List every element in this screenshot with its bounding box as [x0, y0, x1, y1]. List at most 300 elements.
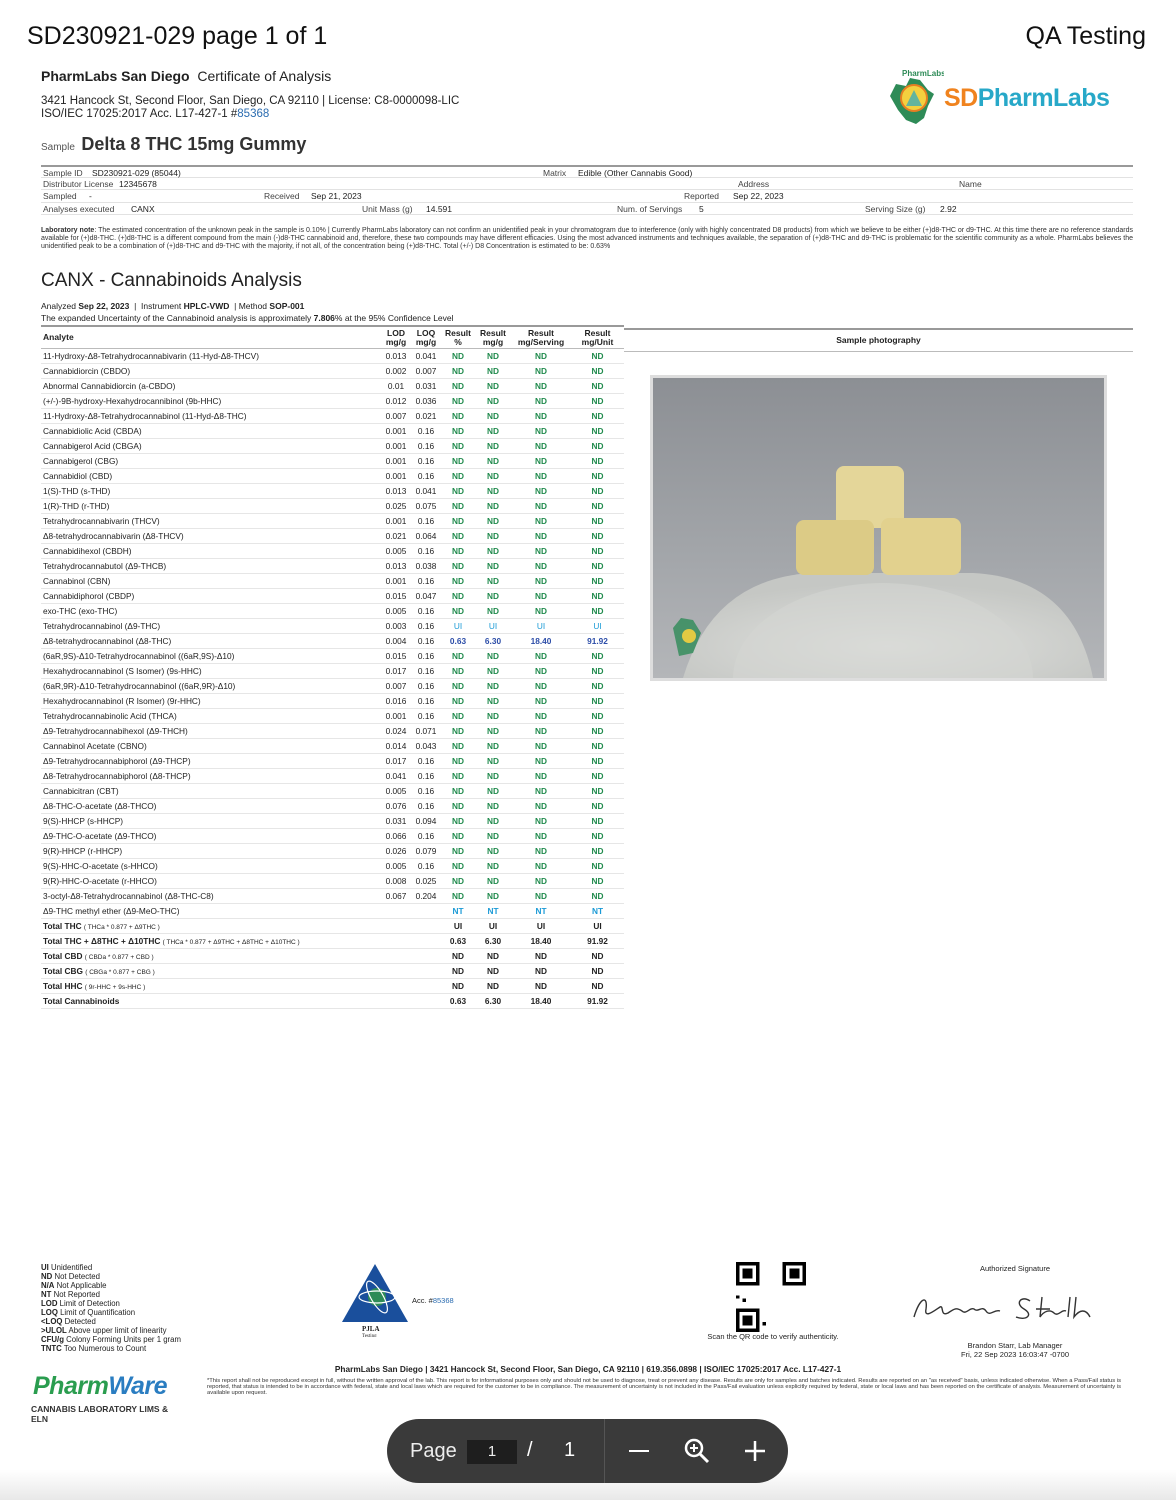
result-serving: ND	[511, 664, 571, 679]
result-mgg: ND	[475, 379, 511, 394]
loq-value: 0.041	[411, 349, 441, 364]
analyte-name: 1(S)-THD (s-THD)	[41, 484, 381, 499]
result-serving: ND	[511, 709, 571, 724]
total-serving: 18.40	[511, 934, 571, 949]
result-unit: ND	[571, 844, 624, 859]
abbreviation-legend	[41, 1263, 181, 1353]
loq-value: 0.064	[411, 529, 441, 544]
result-unit: ND	[571, 439, 624, 454]
result-mgg: ND	[475, 814, 511, 829]
lod-value: 0.005	[381, 784, 411, 799]
loq-value: 0.16	[411, 544, 441, 559]
svg-text:PJLA: PJLA	[362, 1325, 380, 1333]
analyte-name: Δ8-tetrahydrocannabivarin (Δ8-THCV)	[41, 529, 381, 544]
result-pct: ND	[441, 829, 475, 844]
empty-cell	[411, 949, 441, 964]
result-mgg: ND	[475, 739, 511, 754]
iso-link[interactable]: 85368	[237, 108, 270, 120]
unit-mass: 14.591	[426, 203, 452, 214]
loq-value: 0.16	[411, 754, 441, 769]
lod-value: 0.041	[381, 769, 411, 784]
result-unit: ND	[571, 589, 624, 604]
result-serving: ND	[511, 574, 571, 589]
photo-header: Sample photography	[624, 328, 1133, 352]
total-pct: UI	[441, 919, 475, 934]
lab-address	[41, 95, 459, 121]
total-label: Total THC ( THCa * 0.877 + Δ9THC )	[41, 919, 381, 934]
reported-date: Sep 22, 2023	[733, 191, 784, 201]
lod-value: 0.016	[381, 694, 411, 709]
total-pct: 0.63	[441, 994, 475, 1009]
pjla-acc: Acc. #85368	[412, 1296, 454, 1305]
total-mgg: ND	[475, 949, 511, 964]
zoom-fit-button[interactable]	[681, 1435, 713, 1467]
loq-value: 0.16	[411, 439, 441, 454]
analyte-name: exo-THC (exo-THC)	[41, 604, 381, 619]
analyte-name: 11-Hydroxy-Δ8-Tetrahydrocannabivarin (11-Hyd-Δ8-THCV)	[41, 349, 381, 364]
result-mgg: ND	[475, 799, 511, 814]
result-serving: ND	[511, 349, 571, 364]
result-mgg: ND	[475, 859, 511, 874]
table-row	[41, 784, 624, 799]
result-unit: ND	[571, 784, 624, 799]
table-row	[41, 679, 624, 694]
pjla-accreditation	[340, 1262, 480, 1342]
result-mgg: ND	[475, 724, 511, 739]
info-row: Distributor License 12345678 Address Name	[41, 178, 1133, 191]
result-mgg: ND	[475, 529, 511, 544]
result-pct: UI	[441, 619, 475, 634]
lod-value: 0.024	[381, 724, 411, 739]
authorized-signature-label: Authorized Signature	[979, 1264, 1051, 1273]
result-unit: ND	[571, 829, 624, 844]
result-unit: ND	[571, 424, 624, 439]
pharmware-tagline: CANNABIS LABORATORY LIMS & ELN	[31, 1404, 169, 1424]
table-row	[41, 844, 624, 859]
logo-wordmark: SDPharmLabs	[944, 84, 1110, 112]
table-row	[41, 499, 624, 514]
result-pct: ND	[441, 529, 475, 544]
result-pct: ND	[441, 409, 475, 424]
table-row	[41, 514, 624, 529]
total-unit: 91.92	[571, 994, 624, 1009]
lod-value: 0.017	[381, 664, 411, 679]
result-pct: ND	[441, 589, 475, 604]
result-serving: ND	[511, 469, 571, 484]
analysis-title: CANX - Cannabinoids Analysis	[41, 270, 302, 291]
table-row	[41, 379, 624, 394]
loq-value: 0.16	[411, 514, 441, 529]
pharmware-logo	[31, 1372, 183, 1422]
info-row: Sampled - Received Sep 21, 2023 Reported Sep 22, 2023	[41, 190, 1133, 203]
result-mgg: NT	[475, 904, 511, 919]
result-pct: ND	[441, 889, 475, 904]
analyte-name: 3-octyl-Δ8-Tetrahydrocannabinol (Δ8-THC-C8)	[41, 889, 381, 904]
result-unit: ND	[571, 754, 624, 769]
col-result-mgg: Result mg/g	[475, 326, 511, 349]
result-unit: ND	[571, 859, 624, 874]
loq-value: 0.047	[411, 589, 441, 604]
doc-type: Certificate of Analysis	[197, 68, 332, 84]
result-pct: ND	[441, 769, 475, 784]
info-row: Sample ID SD230921-029 (85044) Matrix Edible (Other Cannabis Good)	[41, 165, 1133, 178]
result-pct: NT	[441, 904, 475, 919]
result-unit: ND	[571, 529, 624, 544]
result-serving: ND	[511, 499, 571, 514]
result-serving: ND	[511, 604, 571, 619]
loq-value: 0.094	[411, 814, 441, 829]
result-serving: ND	[511, 529, 571, 544]
empty-cell	[381, 949, 411, 964]
total-pct: ND	[441, 964, 475, 979]
analyte-name: Δ8-tetrahydrocannabinol (Δ8-THC)	[41, 634, 381, 649]
result-pct: ND	[441, 349, 475, 364]
result-pct: ND	[441, 469, 475, 484]
result-serving: ND	[511, 439, 571, 454]
result-mgg: ND	[475, 409, 511, 424]
qr-caption: Scan the QR code to verify authenticity.	[707, 1332, 839, 1341]
empty-cell	[381, 979, 411, 994]
results-table-wrap	[41, 325, 624, 1009]
table-row	[41, 394, 624, 409]
result-serving: UI	[511, 619, 571, 634]
results-body	[41, 349, 624, 1009]
result-mgg: ND	[475, 709, 511, 724]
table-row	[41, 799, 624, 814]
result-serving: NT	[511, 904, 571, 919]
analyte-name: Δ9-Tetrahydrocannabihexol (Δ9-THCH)	[41, 724, 381, 739]
analyte-name: 9(S)-HHCP (s-HHCP)	[41, 814, 381, 829]
result-mgg: ND	[475, 589, 511, 604]
empty-cell	[381, 919, 411, 934]
table-row	[41, 619, 624, 634]
analyte-name: Δ9-THC methyl ether (Δ9-MeO-THC)	[41, 904, 381, 919]
lod-value: 0.007	[381, 409, 411, 424]
sample-photo	[650, 375, 1107, 681]
lod-value: 0.066	[381, 829, 411, 844]
result-pct: ND	[441, 874, 475, 889]
loq-value: 0.16	[411, 709, 441, 724]
zoom-in-magnifier-icon	[683, 1437, 711, 1465]
legend-item: TNTC Too Numerous to Count	[41, 1344, 147, 1353]
result-mgg: ND	[475, 484, 511, 499]
loq-value: 0.071	[411, 724, 441, 739]
table-row	[41, 739, 624, 754]
loq-value: 0.031	[411, 379, 441, 394]
result-unit: ND	[571, 604, 624, 619]
result-pct: ND	[441, 454, 475, 469]
analyte-name: Cannabigerol (CBG)	[41, 454, 381, 469]
total-serving: ND	[511, 949, 571, 964]
analyte-name: (6aR,9S)-Δ10-Tetrahydrocannabinol ((6aR,9S)-Δ10)	[41, 649, 381, 664]
table-row	[41, 859, 624, 874]
lod-value: 0.013	[381, 484, 411, 499]
analyte-name: Tetrahydrocannabinolic Acid (THCA)	[41, 709, 381, 724]
result-unit: ND	[571, 484, 624, 499]
footer-disclaimer: *This report shall not be reproduced except in full, without the written approval of the lab. This report is for informational purposes only and should not be used to diagnose, treat or prevent any disease. Results are only for samples and batches indicated. Results are reported on an "as received" basis, unless indicated otherwise. When a Pass/Fail status is reported, that status is intended to be in accordance with federal, state and local laws which are required for the customer to be in compliance. The measurement of uncertainty is not included in the Pass/Fail evaluation unless explicitly required by federal, state or local laws and has been reported on the certificate of analysis. Measurement of uncertainty is available upon request.	[207, 1378, 1121, 1397]
legend-item: N/A Not Applicable	[41, 1281, 107, 1290]
lod-value: 0.013	[381, 559, 411, 574]
total-row	[41, 934, 624, 949]
result-serving: ND	[511, 484, 571, 499]
table-row	[41, 424, 624, 439]
lod-value: 0.005	[381, 604, 411, 619]
result-pct: ND	[441, 574, 475, 589]
result-mgg: ND	[475, 844, 511, 859]
lod-value: 0.017	[381, 754, 411, 769]
sample-info-grid	[41, 165, 1133, 215]
result-pct: ND	[441, 844, 475, 859]
loq-value: 0.16	[411, 679, 441, 694]
result-serving: ND	[511, 649, 571, 664]
empty-cell	[381, 934, 411, 949]
loq-value: 0.025	[411, 874, 441, 889]
document-toolbar	[0, 0, 1176, 62]
result-unit: NT	[571, 904, 624, 919]
analyte-name: Hexahydrocannabinol (R Isomer) (9r-HHC)	[41, 694, 381, 709]
result-unit: 91.92	[571, 634, 624, 649]
analyte-name: Cannabinol (CBN)	[41, 574, 381, 589]
result-unit: ND	[571, 709, 624, 724]
result-serving: ND	[511, 739, 571, 754]
matrix: Edible (Other Cannabis Good)	[578, 168, 693, 178]
loq-value: 0.038	[411, 559, 441, 574]
result-unit: ND	[571, 364, 624, 379]
table-row	[41, 529, 624, 544]
total-serving: ND	[511, 964, 571, 979]
empty-cell	[411, 994, 441, 1009]
table-row	[41, 544, 624, 559]
result-pct: ND	[441, 664, 475, 679]
table-row	[41, 874, 624, 889]
result-pct: ND	[441, 364, 475, 379]
table-row	[41, 709, 624, 724]
analyte-name: 1(R)-THD (r-THD)	[41, 499, 381, 514]
lod-value: 0.001	[381, 454, 411, 469]
analyte-name: Cannabidiorcin (CBDO)	[41, 364, 381, 379]
lod-value: 0.076	[381, 799, 411, 814]
table-row	[41, 889, 624, 904]
page-label: Page	[410, 1440, 457, 1462]
uncertainty-line: The expanded Uncertainty of the Cannabinoid analysis is approximately 7.806% at the 95% Confidence Level	[41, 313, 454, 323]
iso-line: ISO/IEC 17025:2017 Acc. L17-427-1 #85368	[41, 108, 270, 120]
col-result-serving: Result mg/Serving	[511, 326, 571, 349]
result-serving: ND	[511, 844, 571, 859]
result-mgg: ND	[475, 454, 511, 469]
loq-value: 0.204	[411, 889, 441, 904]
table-row	[41, 694, 624, 709]
num-servings: 5	[699, 203, 704, 214]
analyte-name: 9(S)-HHC-O-acetate (s-HHCO)	[41, 859, 381, 874]
loq-value: 0.16	[411, 829, 441, 844]
result-serving: ND	[511, 769, 571, 784]
loq-value: 0.16	[411, 574, 441, 589]
page-number-input[interactable]: 1	[467, 1440, 517, 1464]
sample-name: Delta 8 THC 15mg Gummy	[81, 134, 307, 154]
result-pct: ND	[441, 754, 475, 769]
result-unit: ND	[571, 559, 624, 574]
table-row	[41, 649, 624, 664]
loq-value: 0.041	[411, 484, 441, 499]
result-mgg: ND	[475, 694, 511, 709]
col-result-unit: Result mg/Unit	[571, 326, 624, 349]
total-unit: ND	[571, 949, 624, 964]
results-table	[41, 325, 624, 1009]
analyte-name: Hexahydrocannabinol (S Isomer) (9s-HHC)	[41, 664, 381, 679]
result-unit: ND	[571, 574, 624, 589]
analyte-name: Δ8-THC-O-acetate (Δ8-THCO)	[41, 799, 381, 814]
loq-value: 0.16	[411, 649, 441, 664]
total-mgg: ND	[475, 979, 511, 994]
loq-value: 0.16	[411, 694, 441, 709]
legend-item: LOQ Limit of Quantification	[41, 1308, 136, 1317]
col-lod: LOD mg/g	[381, 326, 411, 349]
analyte-name: Tetrahydrocannabivarin (THCV)	[41, 514, 381, 529]
svg-text:PharmLabs: PharmLabs	[902, 69, 944, 78]
result-mgg: ND	[475, 679, 511, 694]
result-unit: ND	[571, 664, 624, 679]
result-serving: ND	[511, 364, 571, 379]
result-unit: ND	[571, 469, 624, 484]
zoom-out-button[interactable]	[623, 1435, 655, 1467]
result-serving: ND	[511, 874, 571, 889]
analyte-name: 11-Hydroxy-Δ8-Tetrahydrocannabinol (11-Hyd-Δ8-THC)	[41, 409, 381, 424]
legend-item: >ULOL Above upper limit of linearity	[41, 1326, 167, 1335]
qr-code-icon	[736, 1262, 806, 1332]
total-unit: ND	[571, 979, 624, 994]
result-pct: ND	[441, 559, 475, 574]
lod-value: 0.005	[381, 544, 411, 559]
signer-line: Brandon Starr, Lab Manager	[967, 1341, 1063, 1350]
total-pct: ND	[441, 949, 475, 964]
result-unit: ND	[571, 874, 624, 889]
info-row: Analyses executed CANX Unit Mass (g) 14.591 Num. of Servings 5 Serving Size (g) 2.92	[41, 203, 1133, 216]
loq-value: 0.075	[411, 499, 441, 514]
analyte-name: Δ9-THC-O-acetate (Δ9-THCO)	[41, 829, 381, 844]
legend-item: CFU/g Colony Forming Units per 1 gram	[41, 1335, 181, 1344]
lod-value: 0.002	[381, 364, 411, 379]
result-mgg: ND	[475, 769, 511, 784]
verification-qr-code[interactable]	[736, 1262, 806, 1332]
result-unit: ND	[571, 544, 624, 559]
empty-cell	[411, 919, 441, 934]
lod-value	[381, 904, 411, 919]
result-pct: ND	[441, 814, 475, 829]
table-row	[41, 574, 624, 589]
result-mgg: ND	[475, 424, 511, 439]
result-serving: ND	[511, 454, 571, 469]
loq-value: 0.16	[411, 664, 441, 679]
analyte-name: Tetrahydrocannabinol (Δ9-THC)	[41, 619, 381, 634]
pager-divider	[604, 1419, 605, 1483]
result-mgg: ND	[475, 439, 511, 454]
analyte-name: Δ8-Tetrahydrocannabiphorol (Δ8-THCP)	[41, 769, 381, 784]
lod-value: 0.015	[381, 589, 411, 604]
analyte-name: 9(R)-HHCP (r-HHCP)	[41, 844, 381, 859]
result-pct: ND	[441, 694, 475, 709]
total-row	[41, 949, 624, 964]
result-serving: ND	[511, 694, 571, 709]
result-pct: ND	[441, 394, 475, 409]
result-mgg: ND	[475, 559, 511, 574]
result-pct: ND	[441, 604, 475, 619]
total-mgg: 6.30	[475, 994, 511, 1009]
table-row	[41, 664, 624, 679]
lod-value: 0.001	[381, 424, 411, 439]
table-row	[41, 769, 624, 784]
result-pct: ND	[441, 379, 475, 394]
loq-value: 0.16	[411, 469, 441, 484]
zoom-in-button[interactable]	[739, 1435, 771, 1467]
legend-item: ND Not Detected	[41, 1272, 100, 1281]
serving-size: 2.92	[940, 203, 957, 214]
legend-item: UI Unidentified	[41, 1263, 93, 1272]
result-serving: ND	[511, 799, 571, 814]
loq-value: 0.16	[411, 619, 441, 634]
analyte-name: Tetrahydrocannabutol (Δ9-THCB)	[41, 559, 381, 574]
result-mgg: ND	[475, 784, 511, 799]
table-row	[41, 469, 624, 484]
col-result-pct: Result %	[441, 326, 475, 349]
table-row	[41, 754, 624, 769]
gummy-photo-image	[653, 378, 1104, 678]
total-label: Total THC + Δ8THC + Δ10THC ( THCa * 0.877 + Δ9THC + Δ8THC + Δ10THC )	[41, 934, 381, 949]
loq-value: 0.043	[411, 739, 441, 754]
result-mgg: ND	[475, 889, 511, 904]
result-serving: 18.40	[511, 634, 571, 649]
table-row	[41, 484, 624, 499]
lod-value: 0.001	[381, 709, 411, 724]
lod-value: 0.001	[381, 574, 411, 589]
total-pct: ND	[441, 979, 475, 994]
result-serving: ND	[511, 859, 571, 874]
result-serving: ND	[511, 394, 571, 409]
lod-value: 0.001	[381, 469, 411, 484]
result-unit: ND	[571, 649, 624, 664]
total-unit: ND	[571, 964, 624, 979]
result-unit: ND	[571, 799, 624, 814]
table-row	[41, 604, 624, 619]
result-unit: ND	[571, 394, 624, 409]
result-unit: ND	[571, 739, 624, 754]
loq-value: 0.16	[411, 634, 441, 649]
result-mgg: ND	[475, 499, 511, 514]
result-unit: ND	[571, 454, 624, 469]
address-line: 3421 Hancock St, Second Floor, San Diego, CA 92110 | License: C8-0000098-LIC	[41, 95, 460, 107]
pdf-pager-toolbar	[387, 1419, 788, 1483]
total-mgg: UI	[475, 919, 511, 934]
result-unit: ND	[571, 679, 624, 694]
result-serving: ND	[511, 514, 571, 529]
table-row	[41, 904, 624, 919]
result-mgg: UI	[475, 619, 511, 634]
loq-value: 0.16	[411, 859, 441, 874]
lab-header	[41, 68, 331, 84]
result-mgg: ND	[475, 574, 511, 589]
result-mgg: ND	[475, 514, 511, 529]
analyte-name: Abnormal Cannabidiorcin (a-CBDO)	[41, 379, 381, 394]
lod-value: 0.025	[381, 499, 411, 514]
pjla-acc-link[interactable]: 85368	[432, 1296, 454, 1305]
lod-value: 0.031	[381, 814, 411, 829]
table-row	[41, 814, 624, 829]
table-header-row	[41, 326, 624, 349]
analyte-name: Cannabidiol (CBD)	[41, 469, 381, 484]
analyte-name: Cannabicitran (CBT)	[41, 784, 381, 799]
empty-cell	[381, 964, 411, 979]
table-row	[41, 559, 624, 574]
legend-item: <LOQ Detected	[41, 1317, 96, 1326]
